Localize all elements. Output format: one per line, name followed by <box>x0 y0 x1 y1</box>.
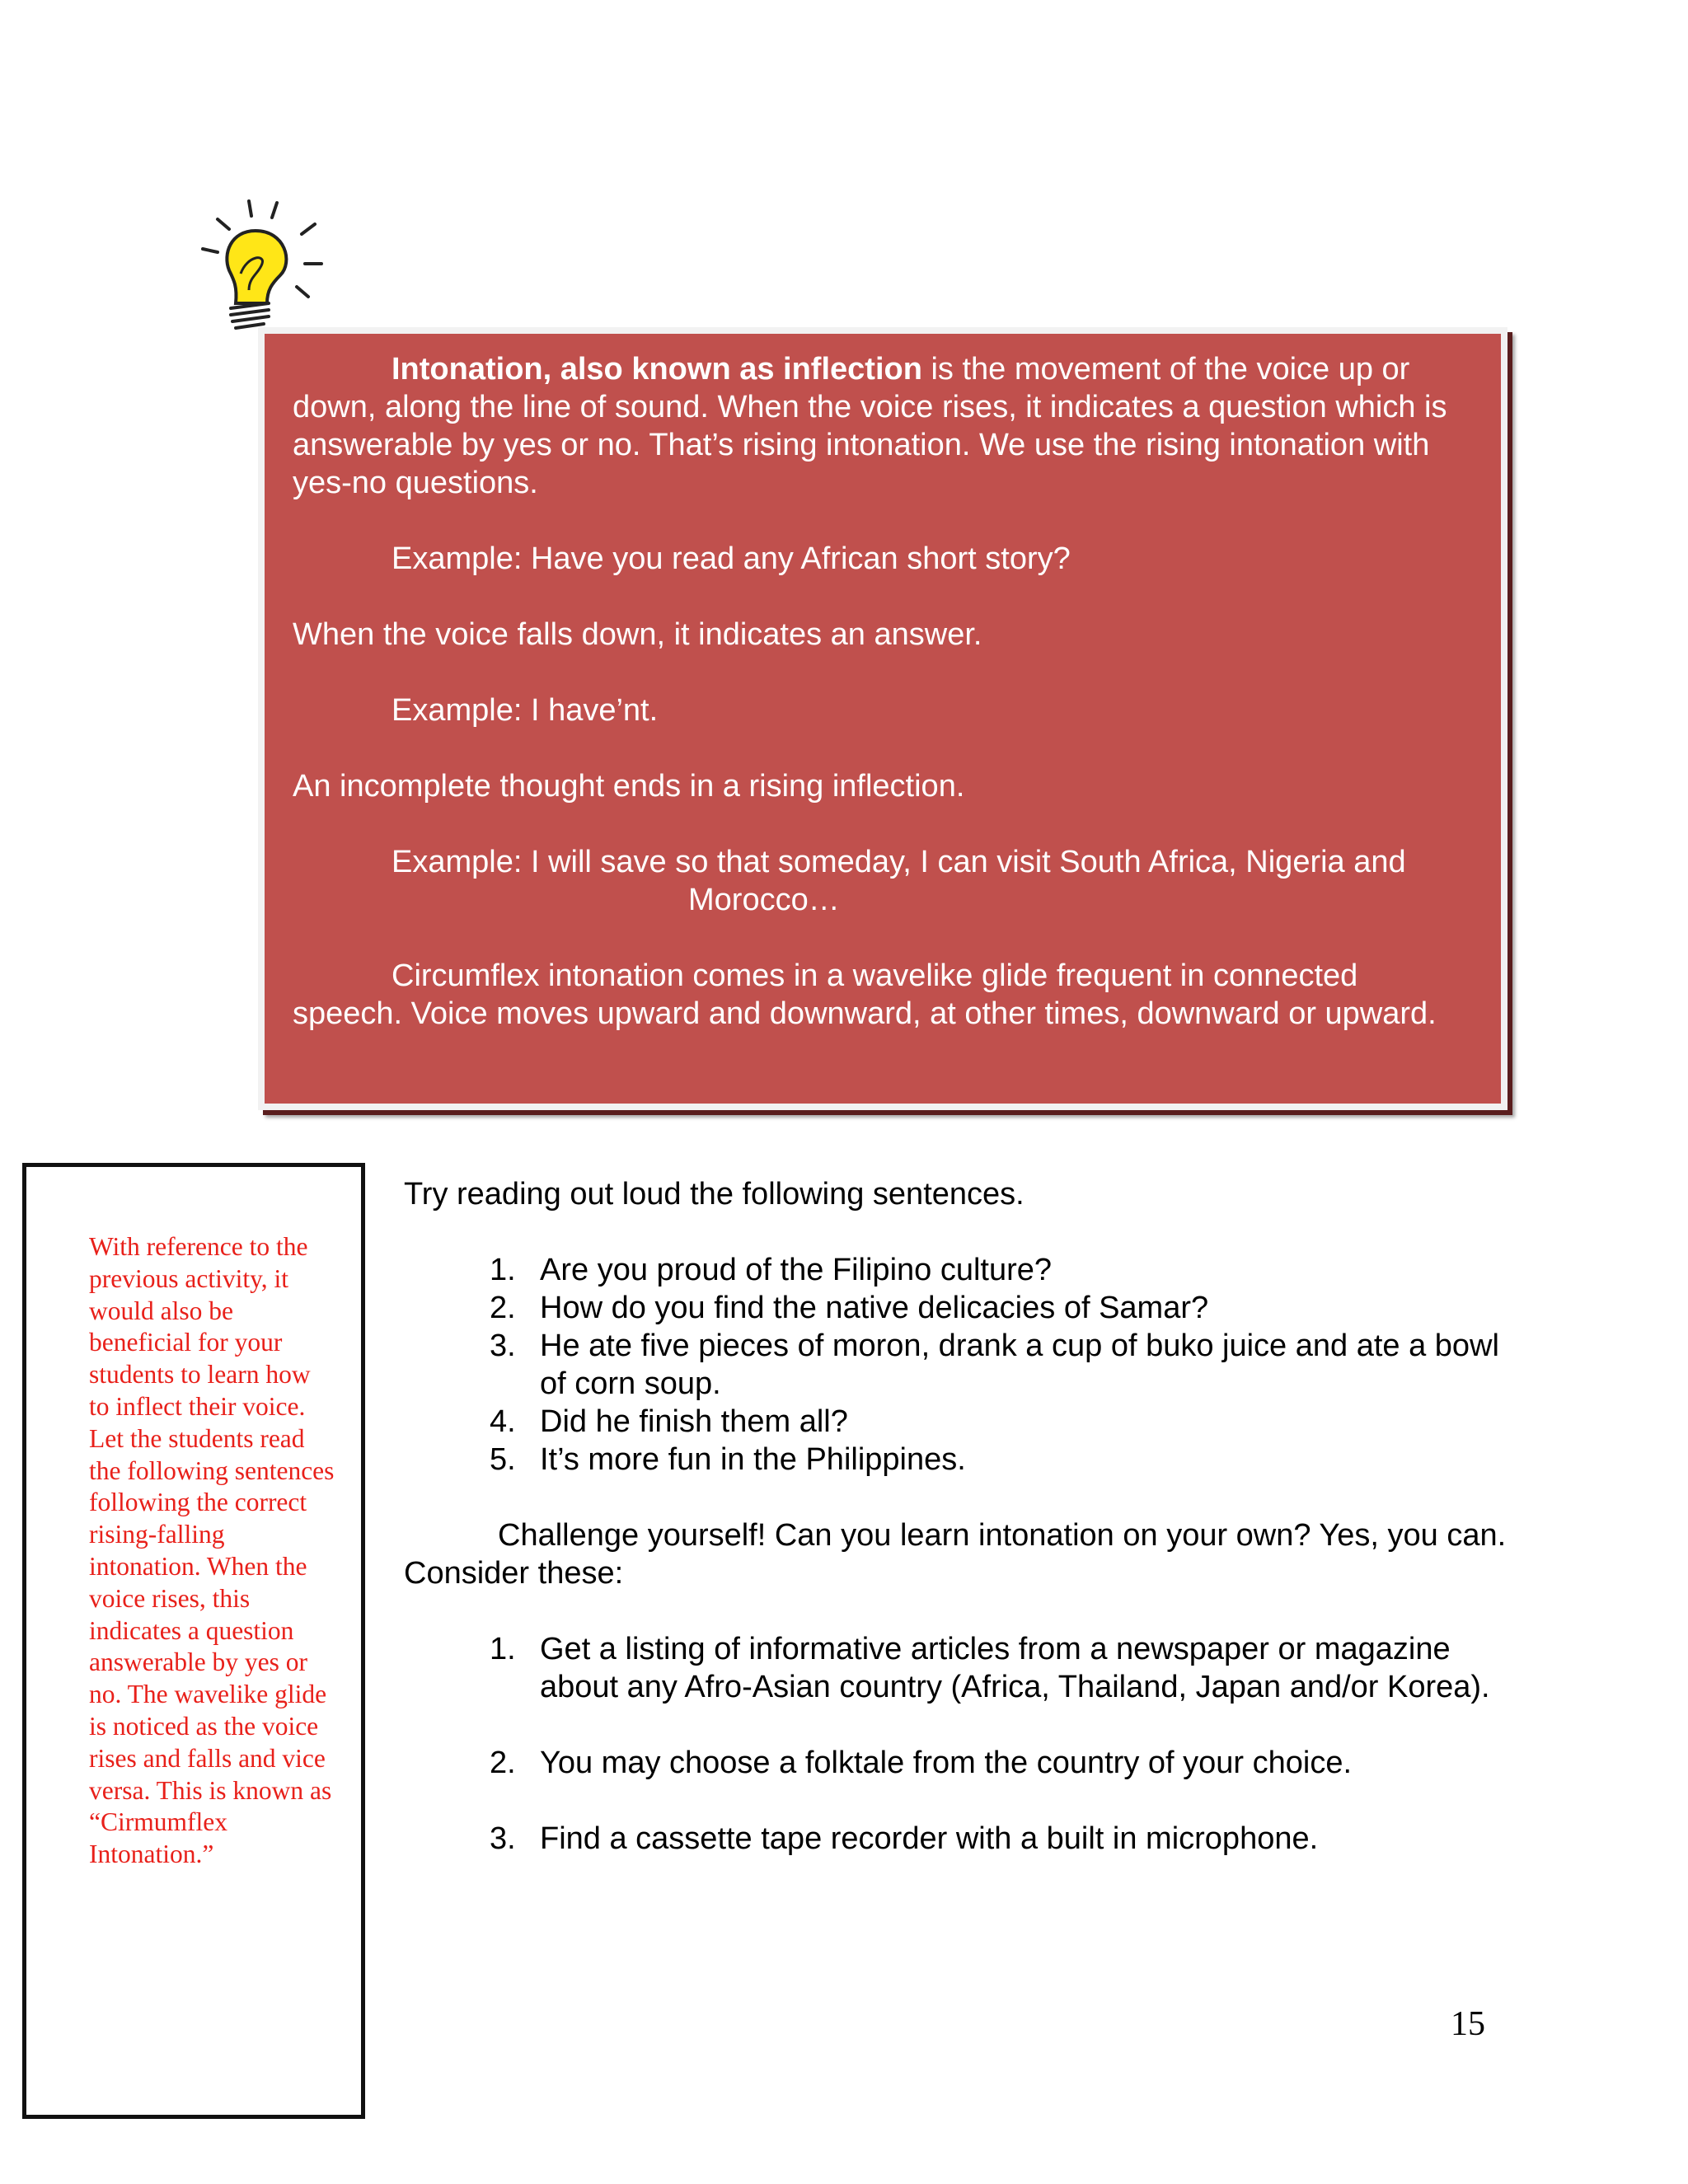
teacher-note-text: With reference to the previous activity, it would also be beneficial for your students to learn how to inflect their voice. Let the students read the following sentences following the correct rising-falling intonation. When the voice rises, this indicates a question answerable by yes or no. The wavelike glide is noticed as the voice rises and falls and vice versa. This is known as “Cirmumflex Intonation.” <box>89 1232 335 1869</box>
list-text: Are you proud of the Filipino culture? <box>540 1253 1053 1287</box>
intonation-info-box <box>258 327 1507 1110</box>
list-text: It’s more fun in the Philippines. <box>540 1442 966 1477</box>
list-number: 2. <box>490 1291 516 1325</box>
falling-voice-text: When the voice falls down, it indicates an answer. <box>293 617 982 652</box>
list-number: 4. <box>490 1404 516 1439</box>
list-text: He ate five pieces of moron, drank a cup of buko juice and ate a bowl of corn soup. <box>540 1329 1499 1401</box>
lightbulb-icon <box>198 198 338 338</box>
page-number: 15 <box>1451 2005 1485 2043</box>
list-item <box>404 1289 1525 1327</box>
teacher-note-box <box>22 1163 365 2119</box>
list-number: 1. <box>490 1632 516 1666</box>
example-incomplete-line1: Example: I will save so that someday, I can visit South Africa, Nigeria and <box>392 845 1406 879</box>
list-item <box>404 1744 1525 1782</box>
task-list <box>404 1630 1525 1858</box>
list-number: 1. <box>490 1253 516 1287</box>
list-item <box>404 1327 1525 1403</box>
intro-rest-text: is the movement of the voice up or down, along the line of sound. When the voice rises, it indicates a question which is answerable by yes or no. That’s rising intonation. We use the rising intonation with yes-no questions. <box>293 352 1447 500</box>
sentence-list <box>404 1251 1525 1479</box>
list-item <box>404 1403 1525 1441</box>
list-item <box>404 1441 1525 1479</box>
list-text: You may choose a folktale from the country of your choice. <box>540 1746 1353 1780</box>
list-number: 2. <box>490 1746 516 1780</box>
example-answer: Example: I have’nt. <box>392 693 659 728</box>
list-number: 5. <box>490 1442 516 1477</box>
list-number: 3. <box>490 1329 516 1363</box>
example-question: Example: Have you read any African short story? <box>392 541 1071 576</box>
instruction-text: Try reading out loud the following sentences. <box>404 1177 1025 1212</box>
example-incomplete <box>293 843 1475 919</box>
list-text: Find a cassette tape recorder with a built in microphone. <box>540 1821 1319 1856</box>
challenge-text: Challenge yourself! Can you learn intonation on your own? Yes, you can. Consider these: <box>404 1518 1507 1591</box>
list-item <box>404 1820 1525 1858</box>
intro-paragraph <box>293 350 1475 502</box>
list-text: Get a listing of informative articles from a newspaper or magazine about any Afro-Asian country (Africa, Thailand, Japan and/or Korea). <box>540 1632 1490 1704</box>
main-content <box>404 1175 1525 1858</box>
list-item <box>404 1630 1525 1706</box>
example-incomplete-line2: Morocco… <box>688 883 840 917</box>
list-item <box>404 1251 1525 1289</box>
circumflex-paragraph: Circumflex intonation comes in a wavelike glide frequent in connected speech. Voice moves upward and downward, at other times, downward or upward. <box>293 958 1437 1031</box>
incomplete-thought-text: An incomplete thought ends in a rising inflection. <box>293 769 965 804</box>
intro-bold-term: Intonation, also known as inflection <box>392 352 922 387</box>
list-number: 3. <box>490 1821 516 1856</box>
list-text: Did he finish them all? <box>540 1404 848 1439</box>
list-text: How do you find the native delicacies of Samar? <box>540 1291 1209 1325</box>
